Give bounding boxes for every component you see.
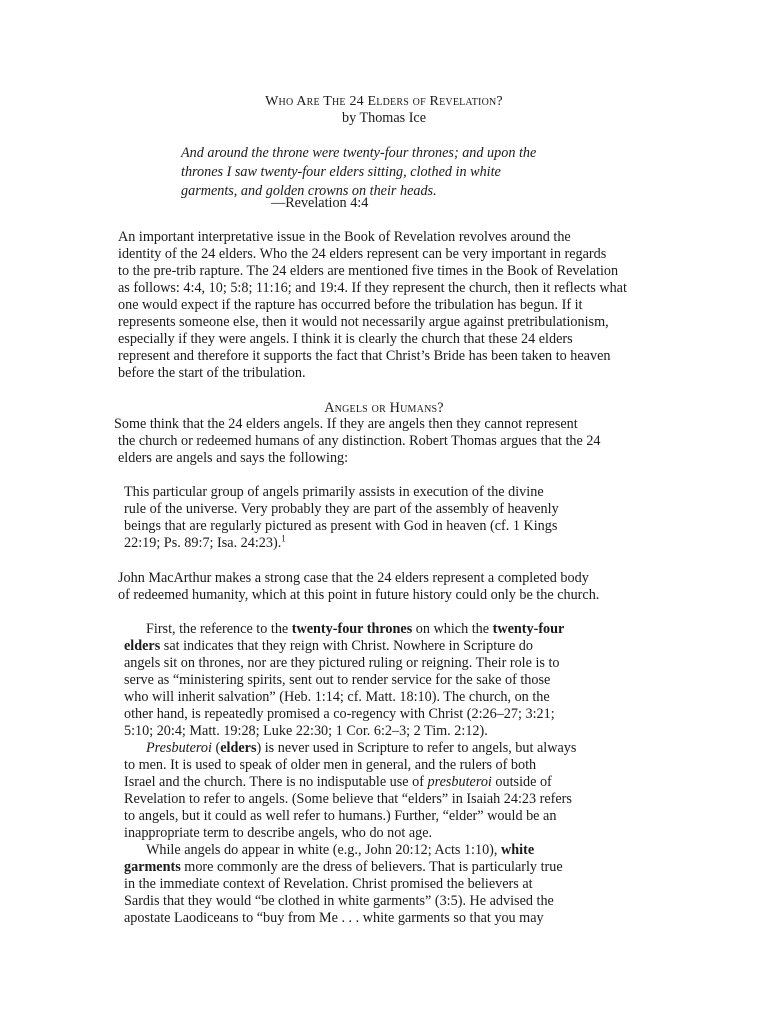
intro-line: identity of the 24 elders. Who the 24 elders represent can be very important in regards [118, 246, 607, 262]
quote-text: While angels do appear in white (e.g., John 20:12; Acts 1:10), [146, 842, 502, 858]
intro-line: An important interpretative issue in the Book of Revelation revolves around the [118, 229, 571, 245]
quote-bold-text: twenty-four [492, 621, 565, 637]
quote-line: 5:10; 20:4; Matt. 19:28; Luke 22:30; 1 Cor. 6:2–3; 2 Tim. 2:12). [124, 723, 488, 739]
quote-bold-text: twenty-four thrones [291, 621, 413, 637]
document-title: Who Are The 24 Elders of Revelation? [265, 94, 503, 109]
quote-text: ( [211, 740, 221, 756]
intro-line: before the start of the tribulation. [118, 365, 306, 381]
quote-line: inappropriate term to describe angels, who do not age. [124, 825, 433, 841]
epigraph-line: And around the throne were twenty-four thrones; and upon the [181, 145, 537, 161]
intro-line: especially if they were angels. I think it is clearly the church that these 24 elders [118, 331, 573, 347]
quote-bold-text: garments [124, 859, 181, 875]
intro-line: represents someone else, then it would not necessarily argue against pretribulationism, [118, 314, 609, 330]
quote-italic-text: presbuteroi [427, 774, 492, 790]
quote-line: who will inherit salvation” (Heb. 1:14; cf. Matt. 18:10). The church, on the [124, 689, 550, 705]
quote-line: Revelation to refer to angels. (Some believe that “elders” in Isaiah 24:23 refers [124, 791, 572, 807]
quote-italic-text: Presbuteroi [146, 740, 212, 756]
quote-line: to men. It is used to speak of older men in general, and the rulers of both [124, 757, 537, 773]
section-line: the church or redeemed humans of any distinction. Robert Thomas argues that the 24 [118, 433, 601, 449]
section-heading: Angels or Humans? [324, 400, 444, 416]
macarthur-block-quote [124, 621, 632, 927]
section-line: elders are angels and says the following: [118, 450, 349, 466]
quote-line: serve as “ministering spirits, sent out to render service for the sake of those [124, 672, 551, 688]
quote-line: This particular group of angels primarily assists in execution of the divine [124, 484, 544, 500]
intro-line: represent and therefore it supports the fact that Christ’s Bride has been taken to heaven [118, 348, 611, 364]
quote-line: apostate Laodiceans to “buy from Me . . . white garments so that you may [124, 910, 544, 926]
intro-line: one would expect if the rapture has occurred before the tribulation has begun. If it [118, 297, 583, 313]
quote-text: sat indicates that they reign with Christ. Nowhere in Scripture do [160, 638, 533, 654]
section-paragraph [114, 416, 646, 467]
quote-text: on which the [412, 621, 493, 637]
intro-line: to the pre-trib rapture. The 24 elders are mentioned five times in the Book of Revelation [118, 263, 619, 279]
quote-line: 22:19; Ps. 89:7; Isa. 24:23). [124, 535, 282, 551]
epigraph-line: thrones I saw twenty-four elders sitting, clothed in white [181, 164, 501, 180]
quote-line: other hand, is repeatedly promised a co-regency with Christ (2:26–27; 3:21; [124, 706, 555, 722]
section-line: Some think that the 24 elders angels. If they are angels then they cannot represent [114, 416, 578, 432]
quote-text: First, the reference to the [146, 621, 292, 637]
quote-line: beings that are regularly pictured as present with God in heaven (cf. 1 Kings [124, 518, 558, 534]
quote-line: in the immediate context of Revelation. Christ promised the believers at [124, 876, 533, 892]
macarthur-paragraph [118, 570, 646, 604]
quote-line: rule of the universe. Very probably they are part of the assembly of heavenly [124, 501, 559, 517]
macarthur-line: of redeemed humanity, which at this point in future history could only be the church. [118, 587, 600, 603]
quote-text: ) is never used in Scripture to refer to angels, but always [256, 740, 577, 756]
quote-text: Israel and the church. There is no indisputable use of [124, 774, 428, 790]
quote-text: outside of [491, 774, 552, 790]
epigraph [181, 144, 581, 201]
quote-bold-text: white [501, 842, 535, 858]
author-byline: by Thomas Ice [341, 110, 427, 126]
macarthur-line: John MacArthur makes a strong case that the 24 elders represent a completed body [118, 570, 589, 586]
quote-bold-text: elders [124, 638, 161, 654]
footnote-marker: 1 [281, 533, 286, 544]
quote-line: to angels, but it could as well refer to humans.) Further, “elder” would be an [124, 808, 557, 824]
epigraph-reference: —Revelation 4:4 [271, 195, 369, 211]
quote-line: angels sit on thrones, nor are they pictured ruling or reigning. Their role is to [124, 655, 560, 671]
intro-paragraph-body [118, 246, 646, 382]
quote-bold-text: elders [220, 740, 257, 756]
epigraph-line: garments, and golden crowns on their heads. [181, 183, 437, 199]
thomas-block-quote [124, 484, 632, 552]
quote-line: Sardis that they would “be clothed in white garments” (3:5). He advised the [124, 893, 554, 909]
intro-paragraph [118, 229, 646, 246]
intro-line: as follows: 4:4, 10; 5:8; 11:16; and 19:4. If they represent the church, then it reflects what [118, 280, 627, 296]
quote-text: more commonly are the dress of believers. That is particularly true [180, 859, 563, 875]
